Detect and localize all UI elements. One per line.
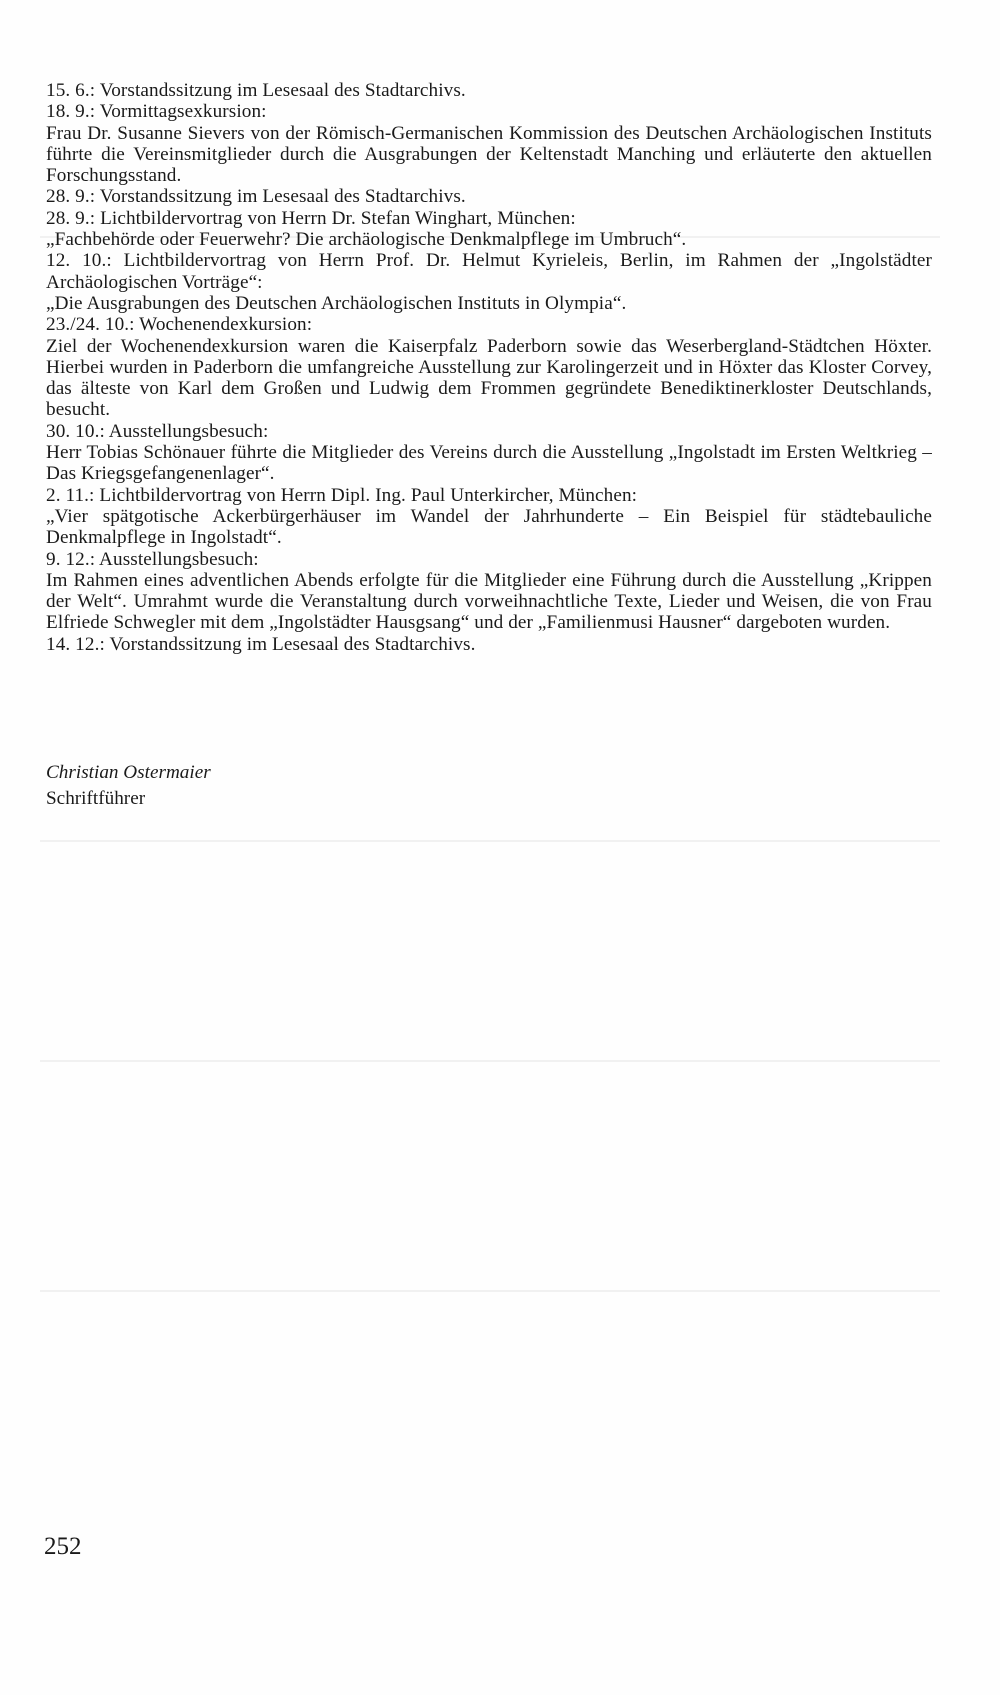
entry-paragraph: „Vier spätgotische Ackerbürgerhäuser im Wandel der Jahrhunderte – Ein Beispiel für städtebauliche Denkmalpflege in Ingolstadt“. — [46, 505, 932, 549]
entry-line: 30. 10.: Ausstellungsbesuch: — [46, 420, 269, 442]
entry-paragraph: Herr Tobias Schönauer führte die Mitglieder des Vereins durch die Ausstellung „Ingolstadt im Ersten Weltkrieg – Das Kriegsgefangenenlager“. — [46, 442, 932, 485]
entry-line: 2. 11.: Lichtbildervortrag von Herrn Dipl. Ing. Paul Unterkircher, München: — [46, 484, 638, 506]
bleed-through-line — [40, 1060, 940, 1062]
signature-role: Schriftführer — [46, 788, 146, 809]
entry-line: „Die Ausgrabungen des Deutschen Archäologischen Instituts in Olympia“. — [46, 292, 627, 314]
entry-line: 23./24. 10.: Wochenendexkursion: — [46, 314, 313, 336]
page-number: 252 — [44, 1533, 82, 1560]
bleed-through-line — [40, 1290, 940, 1292]
bleed-through-line — [40, 840, 940, 842]
body-text — [46, 80, 932, 655]
entry-line: 28. 9.: Lichtbildervortrag von Herrn Dr. Stefan Winghart, München: — [46, 207, 576, 229]
entry-paragraph: Ziel der Wochenendexkursion waren die Kaiserpfalz Paderborn sowie das Weserbergland-Städtchen Höxter. Hierbei wurden in Paderborn die umfangreiche Ausstellung zur Karolingerzeit und in Höxter das Kloster Corvey, das älteste von Karl dem Großen und Ludwig dem Frommen gegründete Benediktinerkloster Deutschlands, besucht. — [46, 335, 932, 421]
entry-paragraph: 12. 10.: Lichtbildervortrag von Herrn Prof. Dr. Helmut Kyrieleis, Berlin, im Rahmen der „Ingolstädter Archäologischen Vorträge“: — [46, 250, 932, 293]
entry-line: 9. 12.: Ausstellungsbesuch: — [46, 548, 259, 570]
signature-block — [46, 760, 211, 812]
entry-line: 14. 12.: Vorstandssitzung im Lesesaal des Stadtarchivs. — [46, 633, 476, 655]
entry-line: 28. 9.: Vorstandssitzung im Lesesaal des Stadtarchivs. — [46, 186, 466, 208]
entry-paragraph: Frau Dr. Susanne Sievers von der Römisch-Germanischen Kommission des Deutschen Archäologischen Instituts führte die Vereinsmitglieder durch die Ausgrabungen der Keltenstadt Manching und erläuterte den aktuellen Forschungsstand. — [46, 122, 932, 187]
signature-name: Christian Ostermaier — [46, 762, 211, 783]
entry-line: 15. 6.: Vorstandssitzung im Lesesaal des Stadtarchivs. — [46, 80, 466, 101]
entry-line: „Fachbehörde oder Feuerwehr? Die archäologische Denkmalpflege im Umbruch“. — [46, 229, 687, 251]
entry-paragraph: Im Rahmen eines adventlichen Abends erfolgte für die Mitglieder eine Führung durch die Ausstellung „Krippen der Welt“. Umrahmt wurde die Veranstaltung durch vorweihnachtliche Texte, Lieder und Weisen, die von Frau Elfriede Schwegler mit dem „Ingolstädter Hausgsang“ und der „Familienmusi Hausner“ dargeboten wurden. — [46, 569, 932, 634]
entry-line: 18. 9.: Vormittagsexkursion: — [46, 101, 267, 123]
